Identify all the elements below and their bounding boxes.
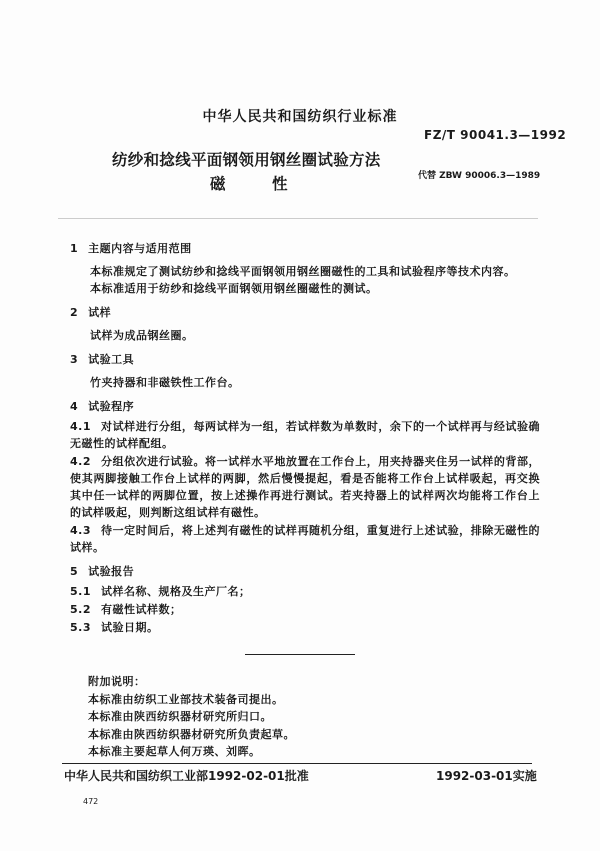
section-3-heading: 3 试验工具 xyxy=(70,353,135,366)
note-line: 本标准由陕西纺织器材研究所归口。 xyxy=(88,710,272,723)
section-5-heading: 5 试验报告 xyxy=(70,565,135,578)
end-rule xyxy=(245,654,355,655)
section-1-heading: 1 主题内容与适用范围 xyxy=(70,242,192,255)
notes-title: 附加说明： xyxy=(88,675,146,688)
note-line: 本标准主要起草人何万瑛、刘晖。 xyxy=(88,745,261,758)
footer-rule xyxy=(62,763,532,764)
clause-4-3: 4.3 待一定时间后，将上述判有磁性的试样再随机分组，重复进行上述试验，排除无磁性的试样。 xyxy=(70,524,540,554)
approval-date: 中华人民共和国纺织工业部1992-02-01批准 xyxy=(64,769,309,783)
clause-5-1: 5.1 试样名称、规格及生产厂名； xyxy=(70,585,251,598)
standard-code: FZ/T 90041.3—1992 xyxy=(424,128,567,142)
section-2-heading: 2 试样 xyxy=(70,306,112,319)
clause-5-2: 5.2 有磁性试样数； xyxy=(70,603,182,616)
note-line: 本标准由纺织工业部技术装备司提出。 xyxy=(88,692,284,706)
paragraph: 竹夹持器和非磁铁性工作台。 xyxy=(90,376,240,389)
paragraph: 本标准适用于纺纱和捻线平面钢领用钢丝圈磁性的测试。 xyxy=(90,282,378,295)
page-number: 472 xyxy=(83,797,99,806)
document-body xyxy=(70,240,540,761)
paragraph: 本标准规定了测试纺纱和捻线平面钢领用钢丝圈磁性的工具和试验程序等技术内容。 xyxy=(90,265,516,278)
note-line: 本标准由陕西纺织器材研究所负责起草。 xyxy=(88,727,295,741)
clause-5-3: 5.3 试验日期。 xyxy=(70,621,159,634)
document-title: 纺纱和捻线平面钢领用钢丝圈试验方法 xyxy=(112,151,381,169)
effective-date: 1992-03-01实施 xyxy=(436,769,537,783)
document-subtitle: 磁 性 xyxy=(210,175,288,193)
header-divider xyxy=(58,218,538,219)
paragraph: 试样为成品钢丝圈。 xyxy=(90,329,194,342)
additional-notes xyxy=(70,673,540,761)
clause-4-1: 4.1 对试样进行分组，每两试样为一组，若试样数为单数时，余下的一个试样再与经试验确无磁性的试样配组。 xyxy=(70,420,540,450)
clause-4-2: 4.2 分组依次进行试验。将一试样水平地放置在工作台上，用夹持器夹住另一试样的背部，使其两脚接触工作台上试样的两脚，然后慢慢提起，看是否能将工作台上试样吸起，再交换其中任一试样的两脚位置，按上述操作再进行测试。若夹持器上的试样两次均能将工作台上的试样吸起，则判断这组试样有磁性。 xyxy=(70,455,540,519)
standard-category: 中华人民共和国纺织行业标准 xyxy=(202,109,398,125)
replaces-standard: 代替 ZBW 90006.3—1989 xyxy=(418,171,541,181)
section-4-heading: 4 试验程序 xyxy=(70,400,135,413)
